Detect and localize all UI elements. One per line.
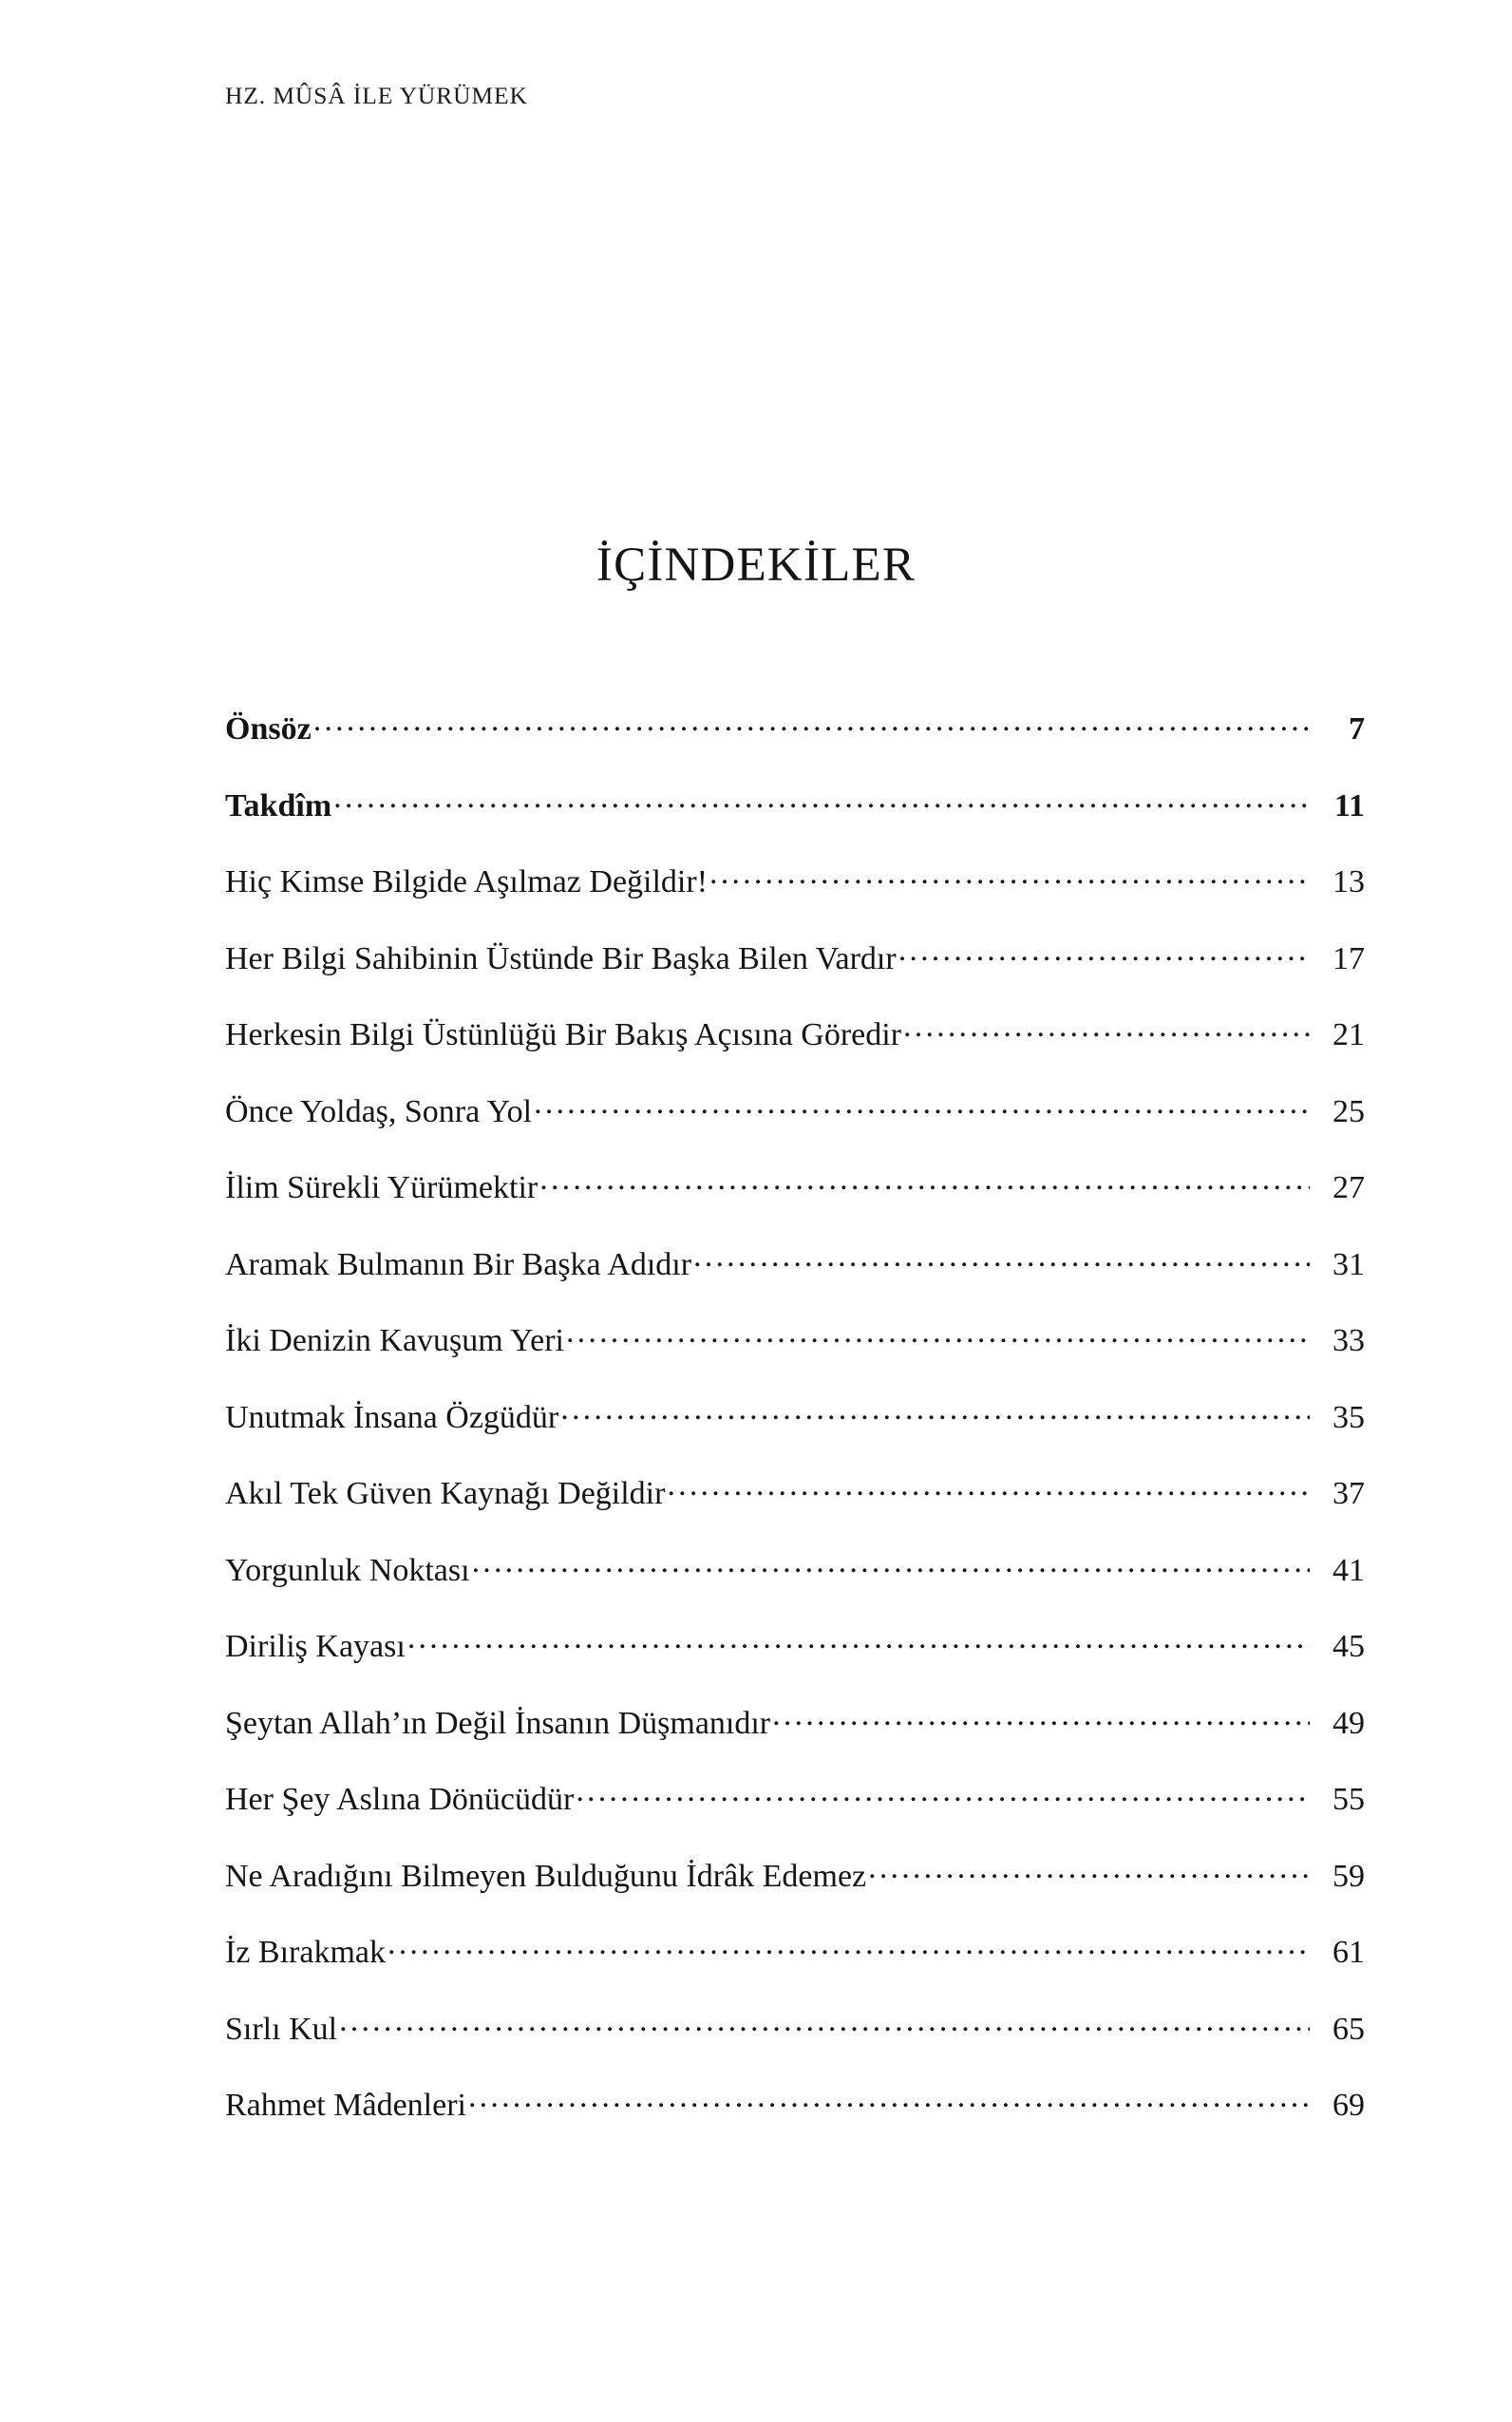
- toc-dot-leader: [709, 860, 1310, 892]
- toc-entry[interactable]: [225, 1777, 1365, 1854]
- toc-dot-leader: [387, 1930, 1310, 1962]
- toc-dot-leader: [667, 1471, 1310, 1504]
- toc-entry-page-number: 37: [1332, 1476, 1365, 1511]
- toc-entry-page-number: 45: [1332, 1629, 1365, 1664]
- toc-entry-title: Herkesin Bilgi Üstünlüğü Bir Bakış Açısına Göredir: [225, 1017, 902, 1052]
- toc-entry-page-number: 69: [1332, 2088, 1365, 2123]
- toc-entry[interactable]: [225, 1242, 1365, 1319]
- running-head: HZ. MÛSÂ İLE YÜRÜMEK: [225, 82, 528, 109]
- toc-dot-leader: [534, 1089, 1310, 1122]
- toc-entry[interactable]: [225, 1165, 1365, 1242]
- toc-entry[interactable]: [225, 1930, 1365, 2007]
- toc-dot-leader: [539, 1165, 1310, 1198]
- toc-entry-title: Her Şey Aslına Dönücüdür: [225, 1782, 575, 1817]
- toc-entry-page-number: 59: [1332, 1858, 1365, 1894]
- toc-entry-page-number: 49: [1332, 1705, 1365, 1741]
- toc-entry-title: Aramak Bulmanın Bir Başka Adıdır: [225, 1246, 692, 1282]
- toc-dot-leader: [576, 1777, 1310, 1809]
- toc-entry-page-number: 35: [1332, 1399, 1365, 1435]
- toc-entry-title: Akıl Tek Güven Kaynağı Değildir: [225, 1476, 666, 1511]
- toc-entry-title: İki Denizin Kavuşum Yeri: [225, 1323, 564, 1358]
- toc-entry-title: Takdîm: [225, 787, 332, 823]
- toc-entry-page-number: 41: [1332, 1552, 1365, 1588]
- toc-entry-title: Önce Yoldaş, Sonra Yol: [225, 1093, 533, 1129]
- toc-entry-title: Yorgunluk Noktası: [225, 1552, 470, 1588]
- toc-entry-title: Hiç Kimse Bilgide Aşılmaz Değildir!: [225, 864, 709, 899]
- toc-entry[interactable]: [225, 1548, 1365, 1625]
- toc-entry[interactable]: [225, 1624, 1365, 1701]
- toc-entry-title: Her Bilgi Sahibinin Üstünde Bir Başka Bilen Vardır: [225, 940, 897, 976]
- toc-entry-page-number: 61: [1332, 1935, 1365, 1970]
- toc-entry[interactable]: [225, 1089, 1365, 1166]
- toc-dot-leader: [407, 1624, 1310, 1656]
- toc-entry-page-number: 27: [1332, 1170, 1365, 1205]
- toc-entry[interactable]: [225, 1854, 1365, 1931]
- toc-entry-title: Diriliş Kayası: [225, 1629, 406, 1664]
- toc-dot-leader: [772, 1701, 1310, 1733]
- toc-entry[interactable]: [225, 1012, 1365, 1089]
- toc-dot-leader: [468, 2083, 1310, 2115]
- toc-entry-page-number: 11: [1333, 787, 1365, 823]
- toc-entry-page-number: 21: [1332, 1017, 1365, 1052]
- page-title: İÇİNDEKİLER: [595, 539, 917, 592]
- toc-dot-leader: [333, 784, 1310, 816]
- toc-entry-title: Şeytan Allah’ın Değil İnsanın Düşmanıdır: [225, 1705, 771, 1741]
- toc-entry[interactable]: [225, 707, 1365, 784]
- toc-dot-leader: [560, 1395, 1310, 1428]
- toc-dot-leader: [472, 1548, 1310, 1580]
- toc-dot-leader: [868, 1854, 1310, 1886]
- toc-entry-title: Rahmet Mâdenleri: [225, 2088, 466, 2123]
- toc-entry[interactable]: [225, 1471, 1365, 1548]
- toc-entry-title: Önsöz: [225, 711, 312, 747]
- toc-entry[interactable]: [225, 1701, 1365, 1778]
- toc-entry-page-number: 33: [1332, 1323, 1365, 1358]
- toc-entry[interactable]: [225, 2007, 1365, 2084]
- toc-entry-title: Sırlı Kul: [225, 2011, 338, 2047]
- toc-entry[interactable]: [225, 2083, 1365, 2160]
- toc-entry-title: Unutmak İnsana Özgüdür: [225, 1399, 559, 1435]
- toc-dot-leader: [903, 1012, 1310, 1045]
- toc-entry-title: İlim Sürekli Yürümektir: [225, 1170, 539, 1205]
- toc-entry-page-number: 25: [1332, 1093, 1365, 1129]
- toc-entry-page-number: 55: [1332, 1782, 1365, 1817]
- toc-dot-leader: [898, 937, 1310, 969]
- toc-entry-page-number: 17: [1332, 940, 1365, 976]
- toc-entry-title: İz Bırakmak: [225, 1935, 386, 1970]
- toc-entry-page-number: 31: [1332, 1246, 1365, 1282]
- toc-entry[interactable]: [225, 1318, 1365, 1395]
- toc-entry-page-number: 7: [1349, 711, 1365, 747]
- toc-dot-leader: [313, 707, 1310, 739]
- toc-entry[interactable]: [225, 860, 1365, 937]
- toc-dot-leader: [566, 1318, 1310, 1351]
- toc-entry-page-number: 65: [1332, 2011, 1365, 2047]
- toc-list: [225, 707, 1365, 2160]
- toc-entry[interactable]: [225, 784, 1365, 861]
- toc-entry-title: Ne Aradığını Bilmeyen Bulduğunu İdrâk Edemez: [225, 1858, 867, 1894]
- toc-entry[interactable]: [225, 1395, 1365, 1472]
- toc-dot-leader: [693, 1242, 1310, 1275]
- toc-dot-leader: [339, 2007, 1310, 2039]
- toc-entry[interactable]: [225, 937, 1365, 1013]
- toc-entry-page-number: 13: [1332, 864, 1365, 899]
